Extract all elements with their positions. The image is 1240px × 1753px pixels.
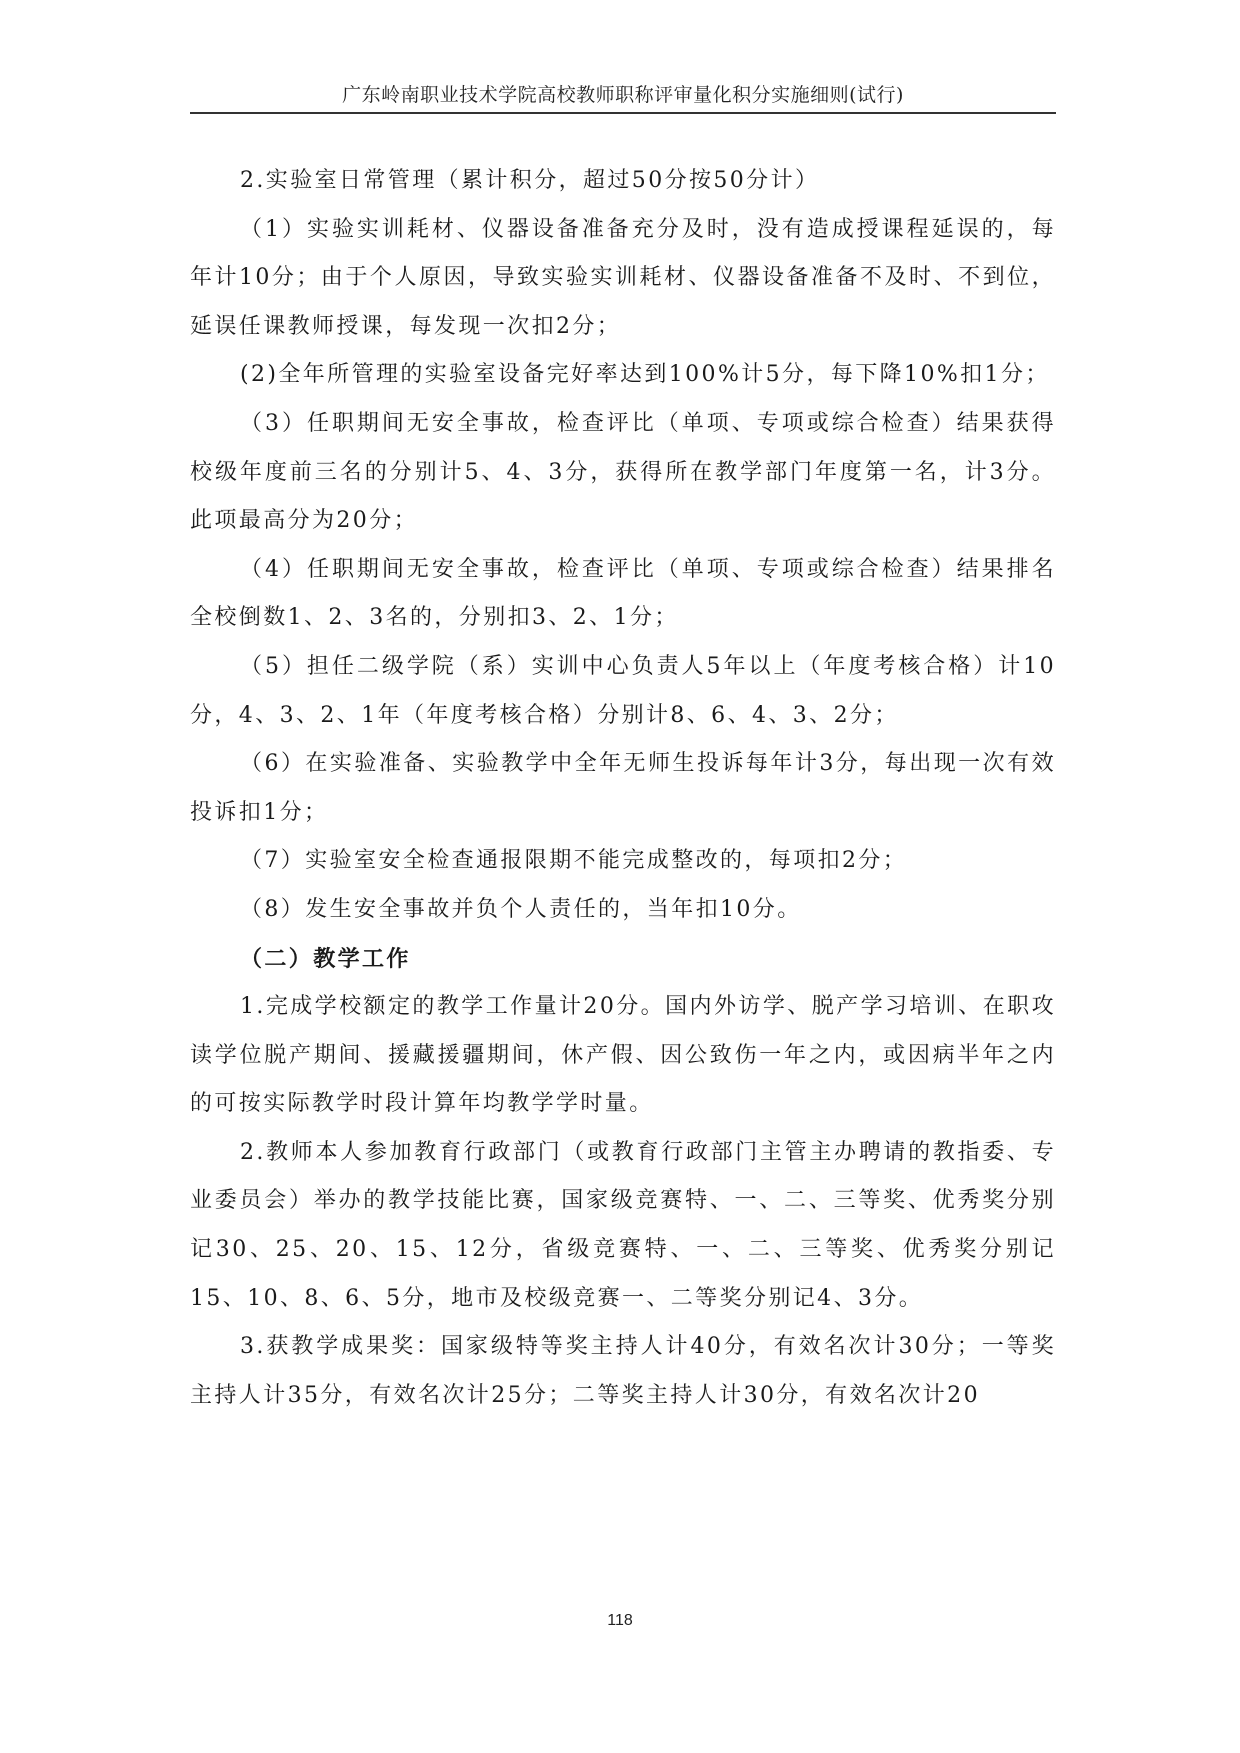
paragraph-item-4: （4）任职期间无安全事故，检查评比（单项、专项或综合检查）结果排名全校倒数1、2、3名的，分别扣3、2、1分； bbox=[190, 556, 1056, 631]
paragraph-item-1: （1）实验实训耗材、仪器设备准备充分及时，没有造成授课程延误的，每年计10分；由于个人原因，导致实验实训耗材、仪器设备准备不及时、不到位，延误任课教师授课，每发现一次扣2分； bbox=[190, 216, 1056, 339]
paragraph-item-8: （8）发生安全事故并负个人责任的，当年扣10分。 bbox=[240, 896, 802, 922]
paragraph-lab-management-heading: 2.实验室日常管理（累计积分，超过50分按50分计） bbox=[240, 168, 820, 193]
body-text bbox=[190, 157, 1056, 1420]
paragraph-item-7: （7）实验室安全检查通报限期不能完成整改的，每项扣2分； bbox=[240, 848, 908, 874]
paragraph-item-5: （5）担任二级学院（系）实训中心负责人5年以上（年度考核合格）计10分，4、3、2、1年（年度考核合格）分别计8、6、4、3、2分； bbox=[190, 653, 1056, 728]
header-divider bbox=[190, 112, 1056, 114]
paragraph-item-3: （3）任职期间无安全事故，检查评比（单项、专项或综合检查）结果获得校级年度前三名的分别计5、4、3分，获得所在教学部门年度第一名，计3分。此项最高分为20分； bbox=[190, 410, 1056, 534]
paragraph-teaching-1: 1.完成学校额定的教学工作量计20分。国内外访学、脱产学习培训、在职攻读学位脱产期间、援藏援疆期间，休产假、因公致伤一年之内，或因病半年之内的可按实际教学时段计算年均教学学时量。 bbox=[190, 994, 1056, 1117]
paragraph-teaching-3: 3.获教学成果奖：国家级特等奖主持人计40分，有效名次计30分；一等奖主持人计35分，有效名次计25分；二等奖主持人计30分，有效名次计20 bbox=[190, 1334, 1056, 1408]
paragraph-item-2: (2)全年所管理的实验室设备完好率达到100%计5分，每下降10%扣1分； bbox=[240, 362, 1050, 388]
page-number: 118 bbox=[607, 1612, 633, 1629]
section-heading-teaching-work: （二）教学工作 bbox=[240, 945, 411, 972]
paragraph-item-6: （6）在实验准备、实验教学中全年无师生投诉每年计3分，每出现一次有效投诉扣1分； bbox=[190, 751, 1056, 825]
running-header: 广东岭南职业技术学院高校教师职称评审量化积分实施细则(试行) bbox=[342, 84, 904, 106]
paragraph-teaching-2: 2.教师本人参加教育行政部门（或教育行政部门主管主办聘请的教指委、专业委员会）举办的教学技能比赛，国家级竞赛特、一、二、三等奖、优秀奖分别记30、25、20、15、12分，省级竞赛特、一、二、三等奖、优秀奖分别记15、10、8、6、5分，地市及校级竞赛一、二等奖分别记4、3分。 bbox=[190, 1139, 1056, 1311]
